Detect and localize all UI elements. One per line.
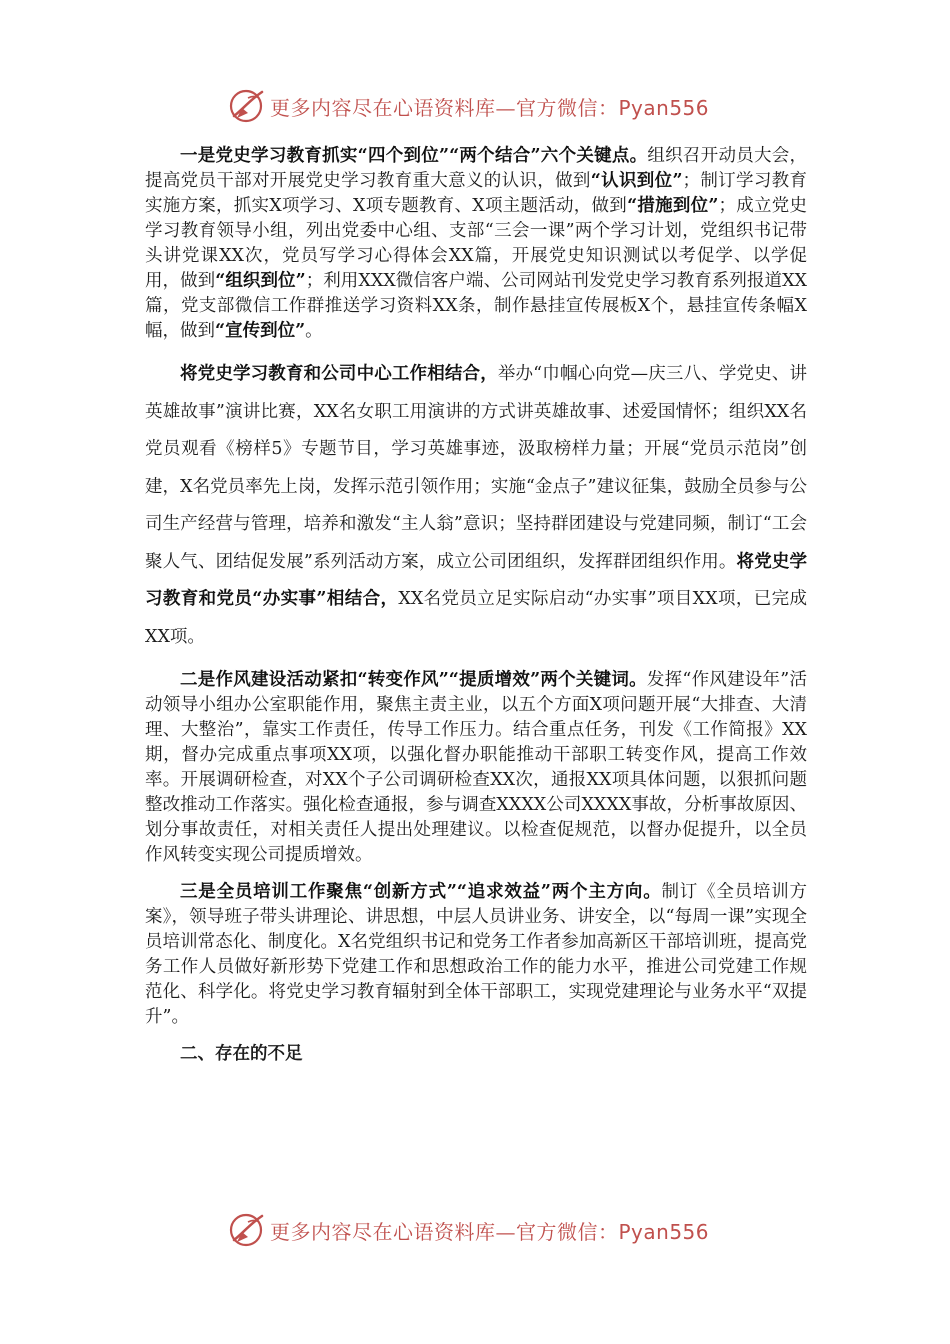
banner-text: 更多内容尽在心语资料库—官方微信：Pyan556 [270,95,710,120]
section-heading: 二、存在的不足 [180,1044,303,1064]
paragraph-text: 。 [305,321,323,341]
paragraph-text: 组织召开动员大会，提高党员干部对开展党史学习教育重大意义的认识，做到 [145,146,808,191]
wechat-id: Pyan556 [618,1219,710,1244]
paragraph-lead: 将党史学习教育和公司中心工作相结合， [180,364,498,384]
banner-text: 更多内容尽在心语资料库—官方微信：Pyan556 [270,1219,710,1244]
emphasis-text: “组织到位” [215,271,306,291]
paragraph-work-style [145,668,807,868]
wechat-id: Pyan556 [618,95,710,120]
document-body [145,144,807,1067]
paragraph-text: 发挥“作风建设年”活动领导小组办公室职能作用，聚焦主责主业，以五个方面X项问题开展“大排查、大清理、大整治”，靠实工作责任，传导工作压力。结合重点任务，刊发《工作简报》XX期，督办完成重点事项XX项，以强化督办职能推动干部职工转变作风，提高工作效率。开展调研检查，对XX个子公司调研检查XX次，通报XX项具体问题，以狠抓问题整改推动工作落实。强化检查通报，参与调查XXXX公司XXXX事故，分析事故原因、划分事故责任，对相关责任人提出处理建议。以检查促规范，以督办促提升，以全员作风转变实现公司提质增效。 [145,670,807,865]
paragraph-text: ；制订学习教育实施方案，抓实X项学习、X项专题教育、X项主题活动，做到 [145,171,807,216]
paragraph-party-history [145,144,807,344]
paragraph-lead: 三是全员培训工作聚焦“创新方式”“追求效益”两个主方向。 [180,882,662,902]
paragraph-text: 举办“巾帼心向党—庆三八、学党史、讲英雄故事”演讲比赛，XX名女职工用演讲的方式讲英雄故事、述爱国情怀；组织XX名党员观看《榜样5》专题节目，学习英雄事迹，汲取榜样力量；开展“党员示范岗”创建，X名党员率先上岗，发挥示范引领作用；实施“金点子”建议征集，鼓励全员参与公司生产经营与管理，培养和激发“主人翁”意识；坚持群团建设与党建同频，制订“工会聚人气、团结促发展”系列活动方案，成立公司团组织，发挥群团组织作用。 [145,364,807,572]
paragraph-text: 制订《全员培训方案》，领导班子带头讲理论、讲思想，中层人员讲业务、讲安全，以“每周一课”实现全员培训常态化、制度化。X名党组织书记和党务工作者参加高新区干部培训班，提高党务工作人员做好新形势下党建工作和思想政治工作的能力水平，推进公司党建工作规范化、科学化。将党史学习教育辐射到全体干部职工，实现党建理论与业务水平“双提升”。 [145,882,808,1027]
emphasis-text: 将党史学习教育和党员“办实事”相结合， [145,551,807,609]
paragraph-text: XX名党员立足实际启动“办实事”项目XX项，已完成XX项。 [145,589,807,647]
paragraph-text: ；成立党史学习教育领导小组，列出党委中心组、支部“三会一课”两个学习计划，党组织书记带头讲党课XX次，党员写学习心得体会XX篇，开展党史知识测试以考促学、以学促用，做到 [145,196,808,291]
header-banner [228,86,748,126]
emphasis-text: “宣传到位” [215,321,306,341]
paragraph-text: ；利用XXX微信客户端、公司网站刊发党史学习教育系列报道XX篇，党支部微信工作群推送学习资料XX条，制作悬挂宣传展板X个，悬挂宣传条幅X幅，做到 [145,271,808,341]
paragraph-training [145,880,807,1030]
paragraph-lead: 一是党史学习教育抓实“四个到位”“两个结合”六个关键点。 [180,146,648,166]
pen-logo-icon [228,86,268,126]
paragraph-combination [145,356,807,656]
emphasis-text: “认识到位” [590,171,683,191]
pen-logo-icon [228,1210,268,1250]
footer-banner [228,1210,748,1250]
emphasis-text: “措施到位” [627,196,719,216]
paragraph-lead: 二是作风建设活动紧扣“转变作风”“提质增效”两个关键词。 [180,670,647,690]
